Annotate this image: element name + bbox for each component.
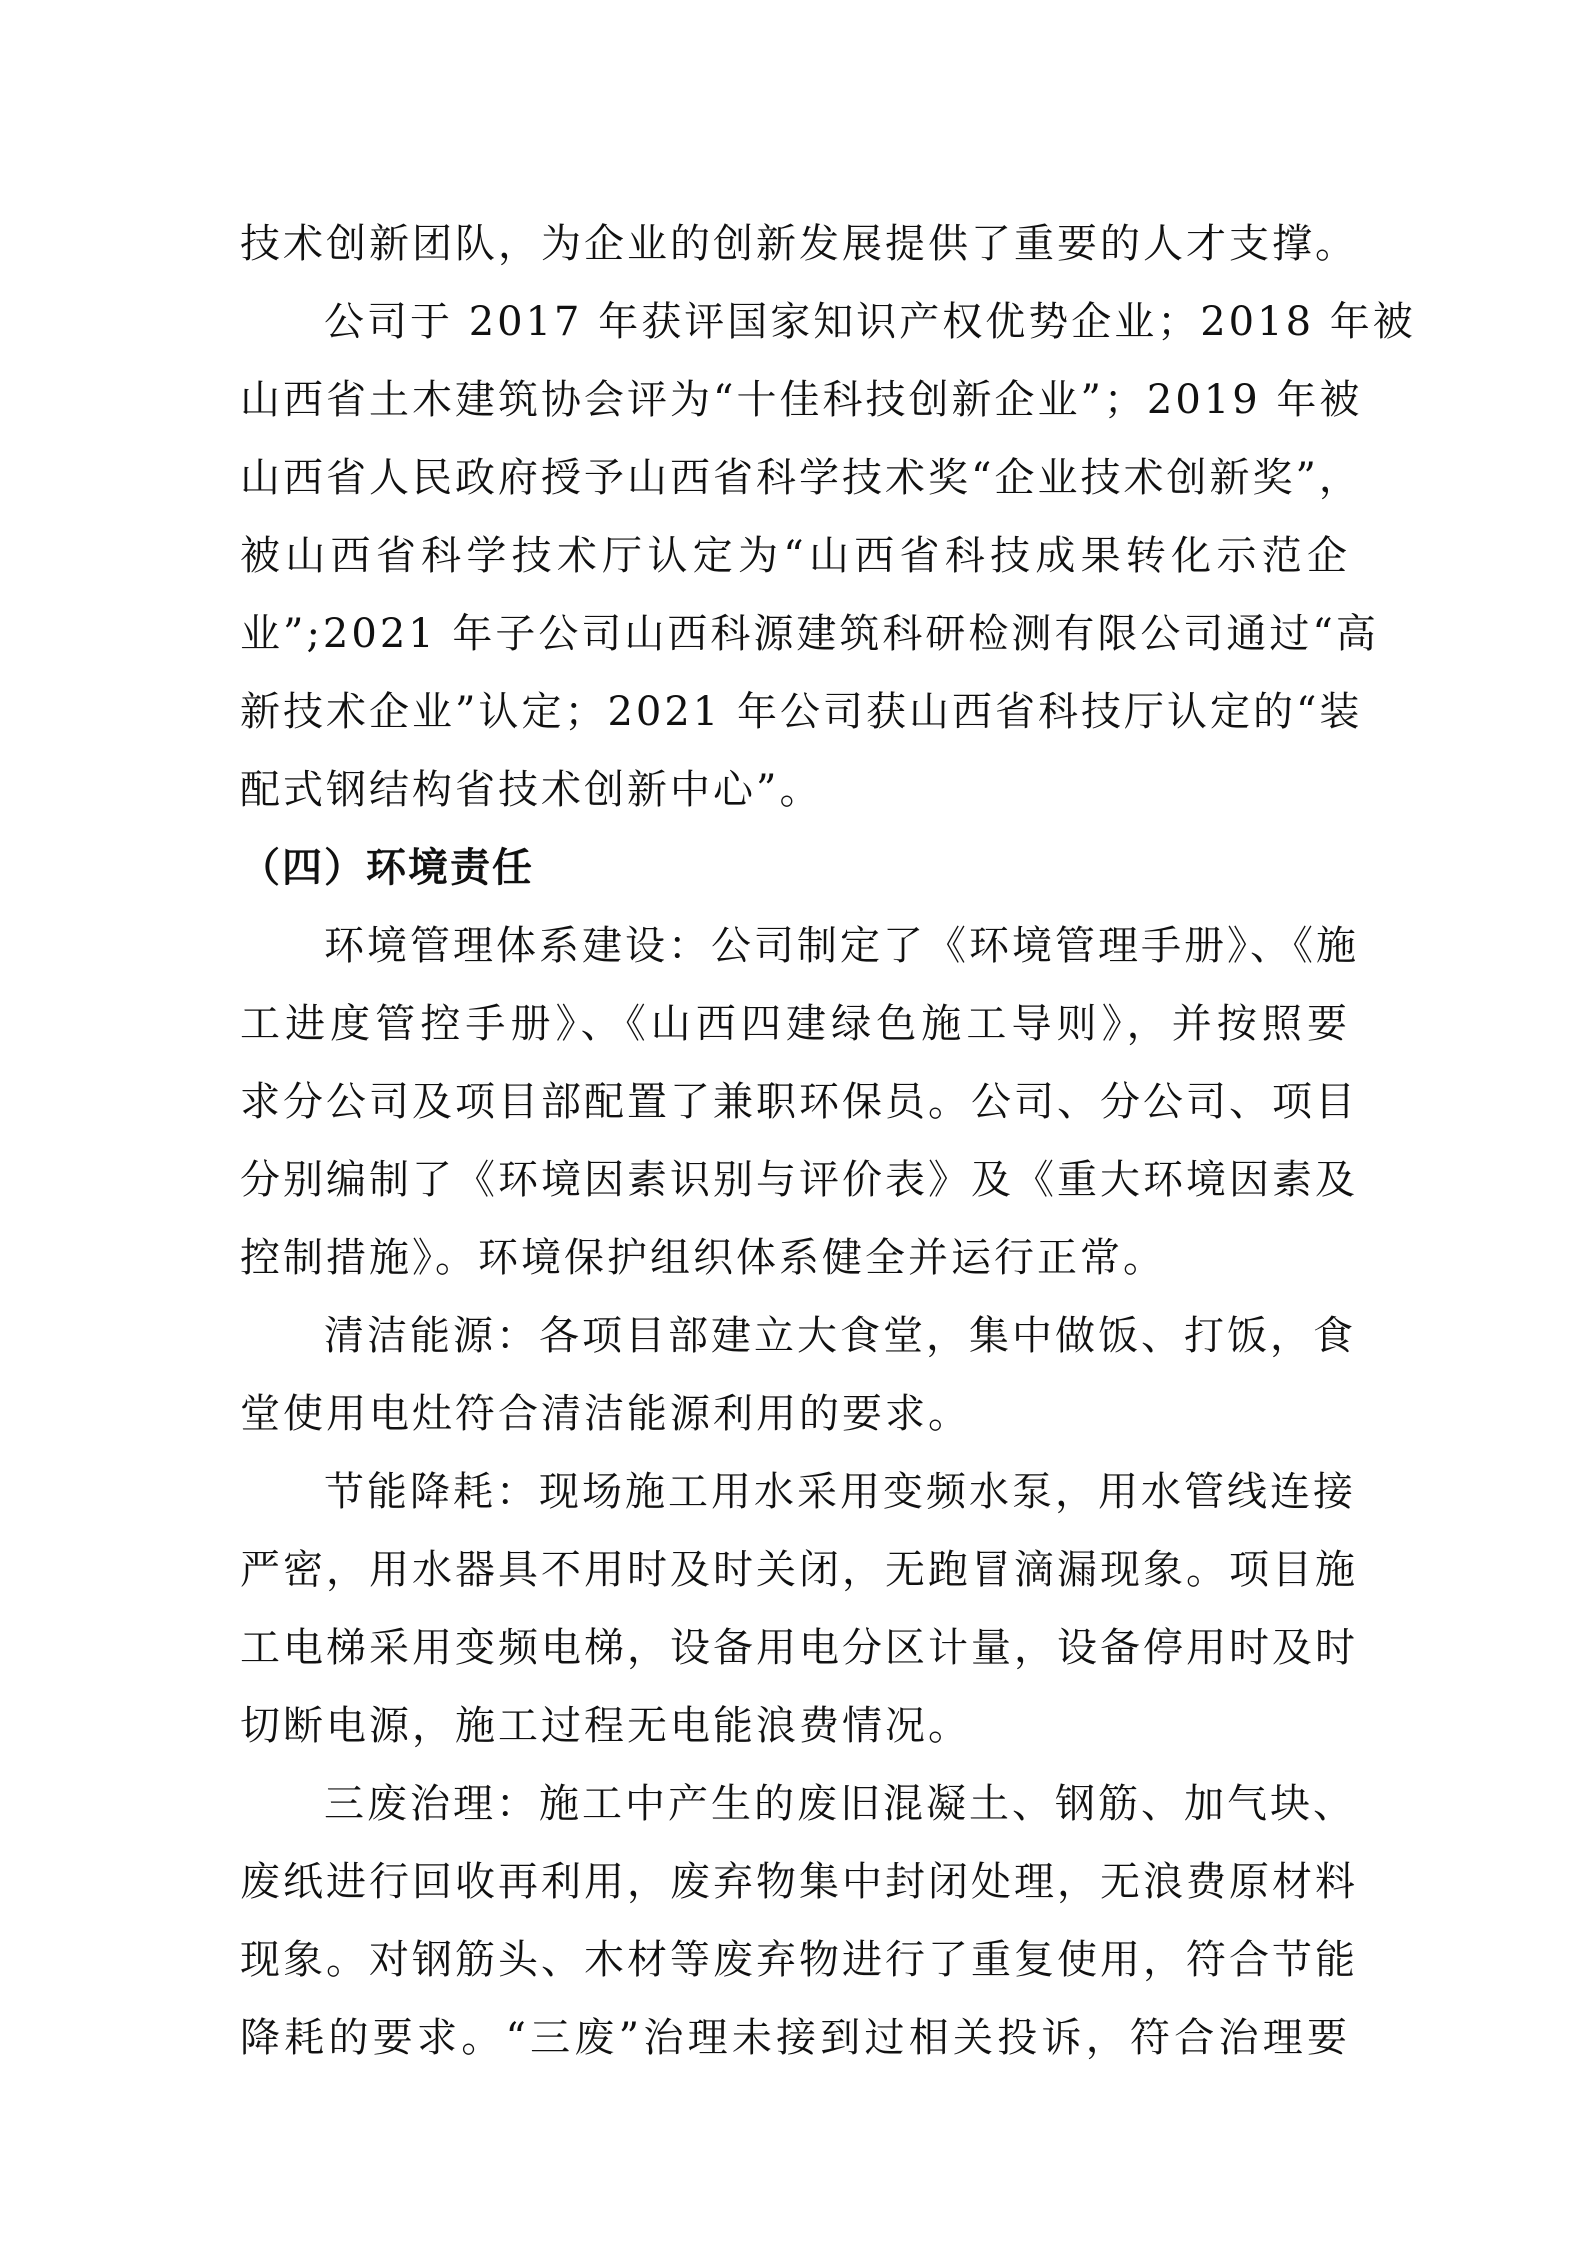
text-line: 清洁能源：各项目部建立大食堂，集中做饭、打饭，食 [324,1313,1356,1359]
paragraph-waste-treatment [240,1765,1358,2077]
text-line: 控制措施》。环境保护组织体系健全并运行正常。 [240,1235,1166,1281]
text-line: 业”;2021 年子公司山西科源建筑科研检测有限公司通过“高 [240,611,1379,657]
heading-text: （四）环境责任 [240,845,534,891]
text-line: 工进度管控手册》、《山西四建绿色施工导则》，并按照要 [240,1001,1350,1047]
text-line: 降耗的要求。“三废”治理未接到过相关投诉，符合治理要 [240,2015,1350,2061]
text-line: 公司于 2017 年获评国家知识产权优势企业；2018 年被 [324,299,1416,345]
text-line: 山西省土木建筑协会评为“十佳科技创新企业”；2019 年被 [240,377,1363,423]
text-line: 现象。对钢筋头、木材等废弃物进行了重复使用，符合节能 [240,1937,1358,1983]
text-line: 山西省人民政府授予山西省科学技术奖“企业技术创新奖”， [240,455,1362,501]
text-line: 分别编制了《环境因素识别与评价表》及《重大环境因素及 [240,1157,1358,1203]
text-line: 堂使用电灶符合清洁能源利用的要求。 [240,1391,971,1437]
text-line: 三废治理：施工中产生的废旧混凝土、钢筋、加气块、 [324,1781,1356,1827]
text-line: 节能降耗：现场施工用水采用变频水泵，用水管线连接 [324,1469,1356,1515]
section-heading [240,829,1350,907]
text-line: 环境管理体系建设：公司制定了《环境管理手册》、《施 [324,923,1359,969]
text-line: 切断电源，施工过程无电能浪费情况。 [240,1703,971,1749]
paragraph-environment-management [240,907,1359,1297]
text-line: 求分公司及项目部配置了兼职环保员。公司、分公司、项目 [240,1079,1358,1125]
text-line: 技术创新团队，为企业的创新发展提供了重要的人才支撑。 [240,221,1358,267]
text-line: 严密，用水器具不用时及时关闭，无跑冒滴漏现象。项目施 [240,1547,1358,1593]
text-line: 新技术企业”认定；2021 年公司获山西省科技厅认定的“装 [240,689,1363,735]
text-line: 废纸进行回收再利用，废弃物集中封闭处理，无浪费原材料 [240,1859,1358,1905]
text-line: 被山西省科学技术厅认定为“山西省科技成果转化示范企 [240,533,1350,579]
paragraph-energy-saving [240,1453,1358,1765]
paragraph-clean-energy [240,1297,1356,1453]
text-line: 工电梯采用变频电梯，设备用电分区计量，设备停用时及时 [240,1625,1358,1671]
paragraph-awards [240,283,1416,829]
paragraph-continuation [240,205,1358,283]
text-line: 配式钢结构省技术创新中心”。 [240,767,823,813]
document-body [240,205,1416,2077]
